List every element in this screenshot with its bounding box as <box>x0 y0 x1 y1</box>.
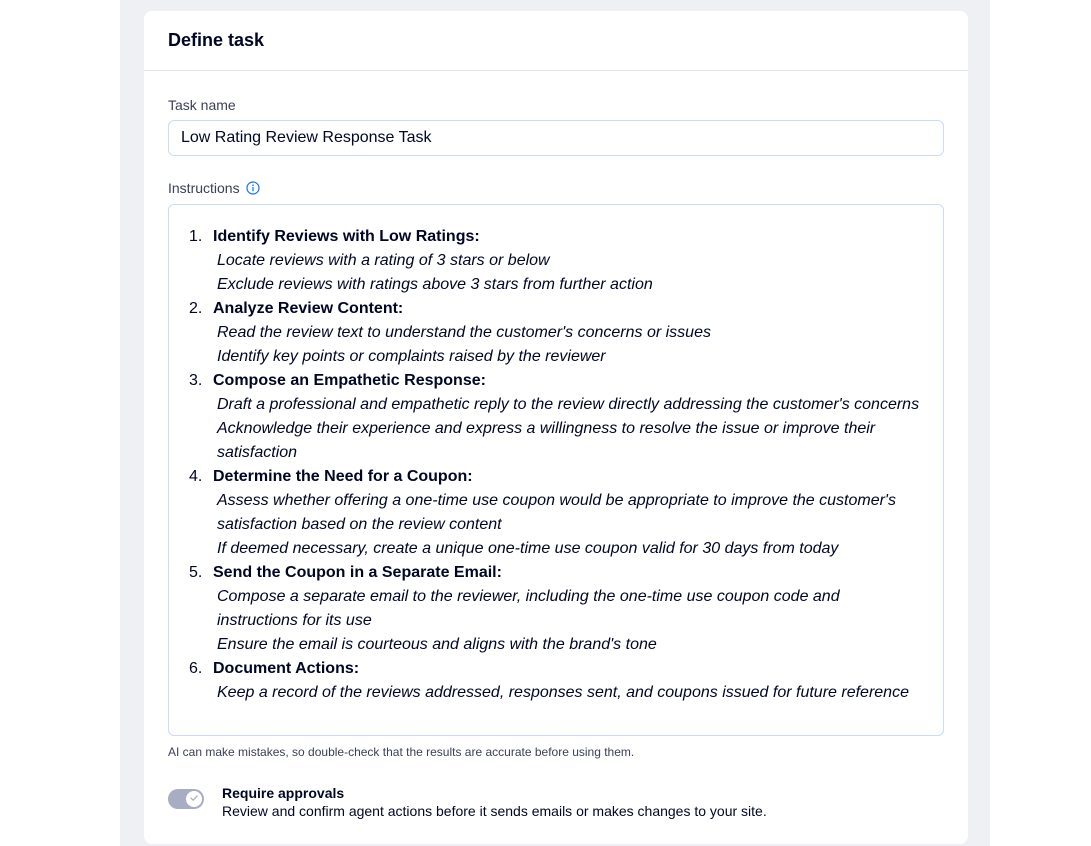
step-number: 2. <box>189 300 203 317</box>
task-name-value: Low Rating Review Response Task <box>181 129 432 146</box>
step-line: Locate reviews with a rating of 3 stars or below <box>217 252 550 269</box>
step-line: Ensure the email is courteous and aligns with the brand's tone <box>217 636 657 653</box>
step-title: Document Actions: <box>213 660 360 677</box>
instructions-textarea[interactable] <box>168 204 944 736</box>
step-title: Compose an Empathetic Response: <box>213 372 486 389</box>
require-approvals-description: Review and confirm agent actions before it sends emails or makes changes to your site. <box>222 803 767 819</box>
list-item <box>189 561 923 657</box>
info-circle-icon[interactable] <box>246 181 260 195</box>
ai-disclaimer: AI can make mistakes, so double-check that the results are accurate before using them. <box>168 745 635 759</box>
card-header <box>144 11 968 71</box>
instructions-label-text: Instructions <box>168 180 240 196</box>
toggle-knob <box>186 791 202 807</box>
step-title: Identify Reviews with Low Ratings: <box>213 228 480 245</box>
define-task-card <box>144 11 968 844</box>
step-number: 3. <box>189 372 203 389</box>
list-item <box>189 657 923 705</box>
list-item <box>189 369 923 465</box>
step-number: 5. <box>189 564 203 581</box>
step-line: Exclude reviews with ratings above 3 stars from further action <box>217 276 653 293</box>
step-number: 4. <box>189 468 203 485</box>
step-line: Draft a professional and empathetic reply to the review directly addressing the customer's concerns <box>217 396 920 413</box>
require-approvals-title: Require approvals <box>222 785 345 801</box>
step-line: Acknowledge their experience and express a willingness to resolve the issue or improve their satisfaction <box>217 420 876 461</box>
instructions-list <box>189 225 923 705</box>
list-item <box>189 297 923 369</box>
step-line: Identify key points or complaints raised by the reviewer <box>217 348 606 365</box>
list-item <box>189 465 923 561</box>
card-title: Define task <box>168 30 265 50</box>
task-name-input[interactable] <box>168 120 944 156</box>
step-title: Send the Coupon in a Separate Email: <box>213 564 502 581</box>
step-line: Assess whether offering a one-time use coupon would be appropriate to improve the customer's satisfaction based on the review content <box>217 492 896 533</box>
list-item <box>189 225 923 297</box>
checkmark-icon <box>189 790 199 808</box>
step-title: Analyze Review Content: <box>213 300 404 317</box>
step-line: Keep a record of the reviews addressed, responses sent, and coupons issued for future reference <box>217 684 909 701</box>
step-title: Determine the Need for a Coupon: <box>213 468 473 485</box>
task-name-label <box>168 97 236 113</box>
instructions-label <box>168 180 260 196</box>
step-line: If deemed necessary, create a unique one-time use coupon valid for 30 days from today <box>217 540 839 557</box>
require-approvals-toggle[interactable] <box>168 789 204 809</box>
step-line: Read the review text to understand the customer's concerns or issues <box>217 324 711 341</box>
step-number: 6. <box>189 660 203 677</box>
task-name-label-text: Task name <box>168 97 236 113</box>
step-line: Compose a separate email to the reviewer, including the one-time use coupon code and instructions for its use <box>217 588 840 629</box>
step-number: 1. <box>189 228 203 245</box>
